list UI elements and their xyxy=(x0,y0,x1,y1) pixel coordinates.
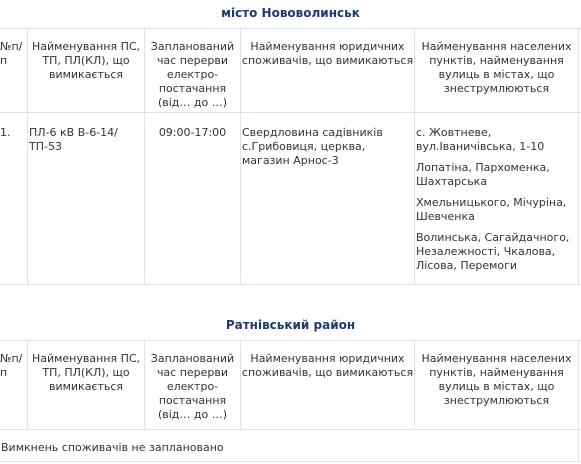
header-time: Запланований час перерви електро-постачання (від… до …) xyxy=(150,40,235,109)
row-streets xyxy=(416,126,579,273)
header-line: Найменування ПС, ТП, ПЛ(КЛ), що вимикається xyxy=(31,352,141,393)
section-title-ratne: Ратнівський район xyxy=(225,318,356,332)
header-num: №п/п xyxy=(0,352,23,379)
header-consumers: Найменування юридичних споживачів, що вимикаються xyxy=(241,40,414,67)
divider xyxy=(578,340,579,461)
header-streets: Найменування населених пунктів, найменування вулиць в містах, що знеструмлюються xyxy=(421,352,572,407)
street-line: Волинська, Сагайдачного, Незалежності, Чкалова, Лісова, Перемоги xyxy=(416,231,570,272)
divider xyxy=(0,340,581,341)
header-streets: Найменування населених пунктів, найменування вулиць в містах, що знеструмлюються xyxy=(421,40,572,95)
row-consumers: Свердловина садівників с.Грибовиця, церква, магазин Арнос-3 xyxy=(242,126,383,167)
header-consumers: Найменування юридичних споживачів, що вимикаються xyxy=(241,352,414,379)
header-num: №п/п xyxy=(0,40,23,67)
divider xyxy=(0,284,581,285)
header-time: Запланований час перерви електро-постачання (від… до …) xyxy=(150,352,235,421)
divider xyxy=(0,28,581,29)
section-title-novovolynsk: місто Нововолинськ xyxy=(221,6,360,20)
street-line: Хмельницького, Мічуріна, Шевченка xyxy=(416,196,567,223)
row-time: 09:00-17:00 xyxy=(158,126,227,139)
no-outages-note: Вимкнень споживачів не заплановано xyxy=(1,441,224,454)
row-num: 1. xyxy=(0,126,11,139)
street-line: с. Жовтневе, вул.Іваничівська, 1-10 xyxy=(416,126,545,153)
divider xyxy=(0,429,581,430)
header-line: Найменування ПС, ТП, ПЛ(КЛ), що вимикається xyxy=(31,40,141,81)
divider xyxy=(0,112,581,113)
divider xyxy=(0,461,581,462)
street-line: Лопатіна, Пархоменка, Шахтарська xyxy=(416,161,550,188)
row-line: ПЛ-6 кВ В-6-14/ ТП-53 xyxy=(29,126,118,153)
